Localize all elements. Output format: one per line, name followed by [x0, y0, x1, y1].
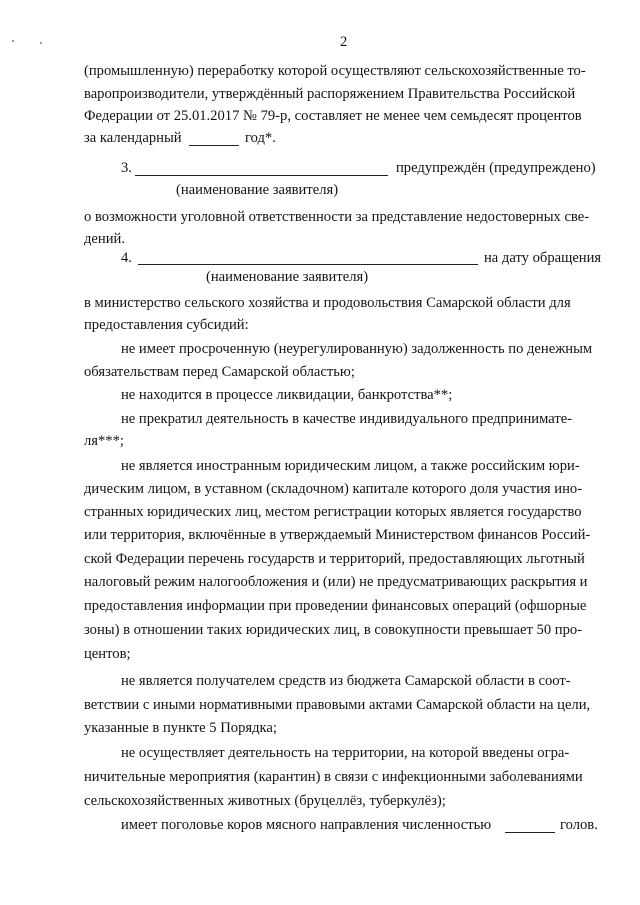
text-line: сельскохозяйственных животных (бруцеллёз, туберкулёз); [84, 793, 446, 809]
text-line: год*. [245, 130, 276, 146]
text-line: ля***; [84, 433, 124, 449]
text-line: не находится в процессе ликвидации, банкротства**; [121, 387, 453, 403]
text-line: дений. [84, 231, 125, 247]
applicant-name-blank[interactable] [138, 264, 478, 265]
item-number: 3. [121, 160, 132, 176]
text-line: дическим лицом, в уставном (складочном) капитале которого доля участия ино- [84, 481, 583, 497]
text-line: указанные в пункте 5 Порядка; [84, 720, 277, 736]
year-blank[interactable] [189, 145, 239, 146]
applicant-name-blank[interactable] [135, 175, 388, 176]
text-line: обязательствам перед Самарской областью; [84, 364, 355, 380]
text-line: имеет поголовье коров мясного направления численностью [121, 817, 492, 833]
text-line: не имеет просроченную (неурегулированную) задолженность по денежным [121, 341, 593, 357]
scan-speck [40, 42, 42, 44]
text-line: о возможности уголовной ответственности за представление недостоверных све- [84, 209, 590, 225]
text-line: предоставления субсидий: [84, 317, 249, 333]
text-line: или территория, включённые в утверждаемый Министерством финансов Россий- [84, 527, 591, 543]
field-caption: (наименование заявителя) [176, 182, 339, 198]
text-line: не является получателем средств из бюджета Самарской области в соот- [121, 673, 571, 689]
text-line: не является иностранным юридическим лицом, а также российским юри- [121, 458, 580, 474]
text-line: голов. [560, 817, 598, 833]
text-line: зоны) в отношении таких юридических лиц, в совокупности превышает 50 про- [84, 622, 583, 638]
text-line: не прекратил деятельность в качестве индивидуального предпринимате- [121, 411, 573, 427]
text-line: варопроизводители, утверждённый распоряжением Правительства Российской [84, 86, 576, 102]
text-line: Федерации от 25.01.2017 № 79-р, составляет не менее чем семьдесят процентов [84, 108, 582, 124]
cattle-count-blank[interactable] [505, 832, 555, 833]
text-line: в министерство сельского хозяйства и продовольствия Самарской области для [84, 295, 571, 311]
text-line: (промышленную) переработку которой осуществляют сельскохозяйственные то- [84, 63, 586, 79]
text-line: не осуществляет деятельность на территории, на которой введены огра- [121, 745, 570, 761]
scan-speck [12, 40, 14, 42]
text-line: предоставления информации при проведении финансовых операций (офшорные [84, 598, 587, 614]
text-line: центов; [84, 646, 131, 662]
text-line: ветствии с иными нормативными правовыми актами Самарской области на цели, [84, 697, 591, 713]
text-line: ничительные мероприятия (карантин) в связи с инфекционными заболеваниями [84, 769, 583, 785]
text-line: за календарный [84, 130, 182, 146]
item-number: 4. [121, 250, 132, 266]
text-line: налоговый режим налогообложения и (или) не предусматривающих раскрытия и [84, 574, 588, 590]
text-line: ской Федерации перечень государств и территорий, предоставляющих льготный [84, 551, 585, 567]
text-line: странных юридических лиц, местом регистрации которых является государство [84, 504, 582, 520]
field-caption: (наименование заявителя) [206, 269, 369, 285]
text-line: предупреждён (предупреждено) [396, 160, 596, 176]
page-number: 2 [340, 34, 348, 50]
text-line: на дату обращения [484, 250, 602, 266]
